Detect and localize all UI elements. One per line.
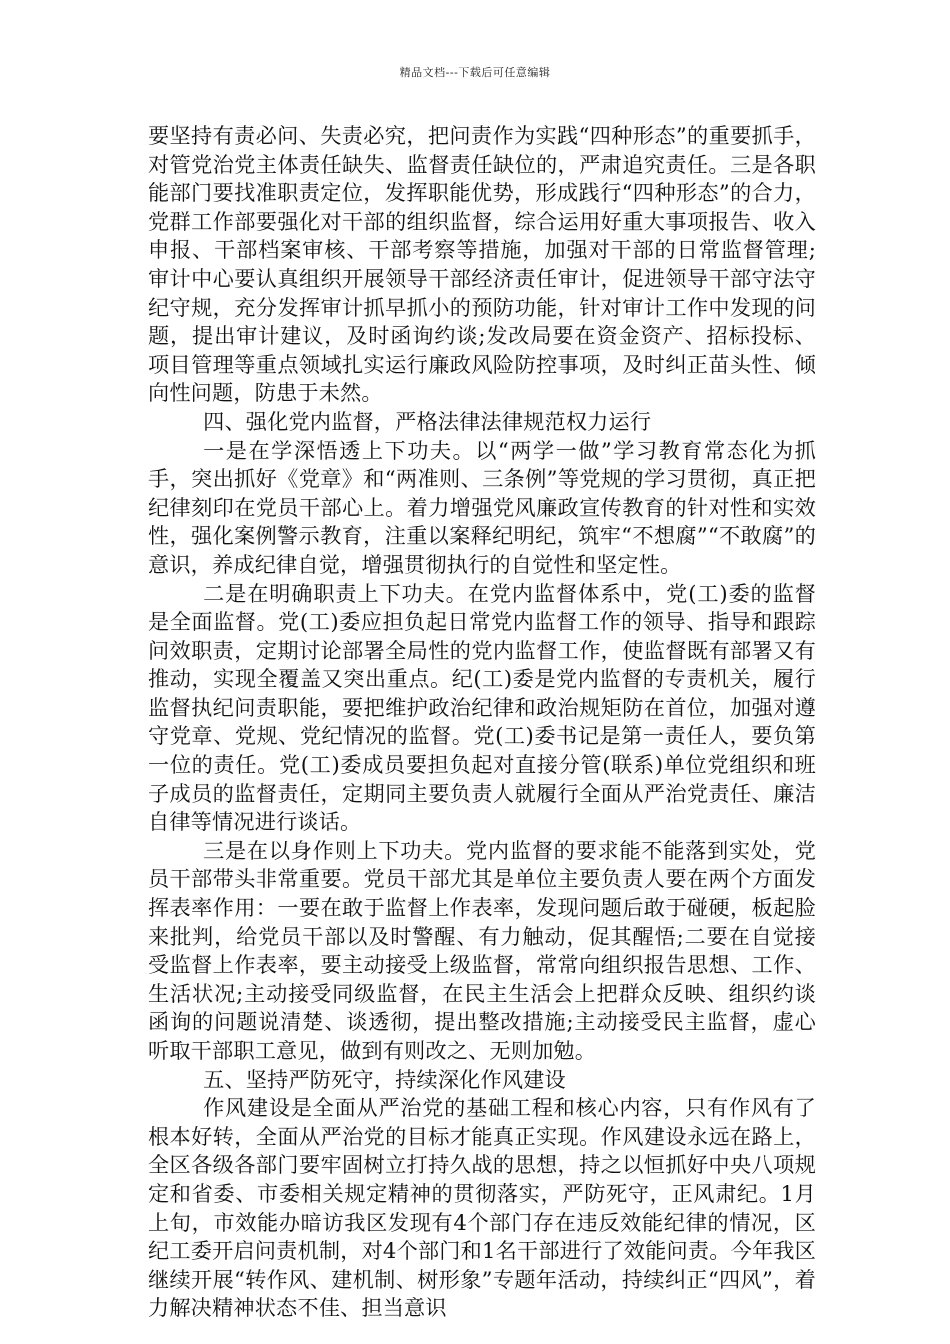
paragraph-study: 一是在学深悟透上下功夫。以“两学一做”学习教育常态化为抓手，突出抓好《党章》和“两准则、三条例”等党规的学习贯彻，真正把纪律刻印在党员干部心上。着力增强党风廉政宣传教育的针对性和实效性，强化案例警示教育，注重以案释纪明纪，筑牢“不想腐”“不敢腐”的意识，养成纪律自觉，增强贯彻执行的自觉性和坚定性。: [148, 437, 816, 577]
page-header: 精品文档---下载后可任意编辑: [399, 66, 551, 79]
paragraph-continued: 要坚持有责必问、失责必究，把问责作为实践“四种形态”的重要抓手，对管党治党主体责任缺失、监督责任缺位的，严肃追究责任。三是各职能部门要找准职责定位，发挥职能优势，形成践行“四种形态”的合力，党群工作部要强化对干部的组织监督，综合运用好重大事项报告、收入申报、干部档案审核、干部考察等措施，加强对干部的日常监督管理;审计中心要认真组织开展领导干部经济责任审计，促进领导干部守法守纪守规，充分发挥审计抓早抓小的预防功能，针对审计工作中发现的问题，提出审计建议，及时函询约谈;发改局要在资金资产、招标投标、项目管理等重点领域扎实运行廉政风险防控事项，及时纠正苗头性、倾向性问题，防患于未然。: [148, 123, 816, 406]
paragraph-duties: 二是在明确职责上下功夫。在党内监督体系中，党(工)委的监督是全面监督。党(工)委应担负起日常党内监督工作的领导、指导和跟踪问效职责，定期讨论部署全局性的党内监督工作，使监督既有部署又有推动，实现全覆盖又突出重点。纪(工)委是党内监督的专责机关，履行监督执纪问责职能，要把维护政治纪律和政治规矩防在首位，加强对遵守党章、党规、党纪情况的监督。党(工)委书记是第一责任人，要负第一位的责任。党(工)委成员要担负起对直接分管(联系)单位党组织和班子成员的监督责任，定期同主要负责人就履行全面从严治党责任、廉洁自律等情况进行谈话。: [148, 580, 816, 835]
paragraph-style: 作风建设是全面从严治党的基础工程和核心内容，只有作风有了根本好转，全面从严治党的目标才能真正实现。作风建设永远在路上，全区各级各部门要牢固树立打持久战的思想，持之以恒抓好中央八项规定和省委、市委相关规定精神的贯彻落实，严防死守，正风肃纪。1月上旬，市效能办暗访我区发现有4个部门存在违反效能纪律的情况，区纪工委开启问责机制，对4个部门和1名干部进行了效能问责。今年我区继续开展“转作风、建机制、树形象”专题年活动，持续纠正“四风”，着力解决精神状态不佳、担当意识: [148, 1095, 816, 1321]
section-heading-4: 四、强化党内监督，严格法律法律规范权力运行: [203, 408, 652, 434]
document-body: [148, 122, 816, 1323]
section-heading-5: 五、坚持严防死守，持续深化作风建设: [203, 1066, 566, 1092]
paragraph-example: 三是在以身作则上下功夫。党内监督的要求能不能落到实处，党员干部带头非常重要。党员干部尤其是单位主要负责人要在两个方面发挥表率作用：一要在敢于监督上作表率，发现问题后敢于碰硬，板起脸来批判，给党员干部以及时警醒、有力触动，促其醒悟;二要在自觉接受监督上作表率，要主动接受上级监督，常常向组织报告思想、工作、生活状况;主动接受同级监督，在民主生活会上把群众反映、组织约谈函询的问题说清楚、谈透彻，提出整改措施;主动接受民主监督，虚心听取干部职工意见，做到有则改之、无则加勉。: [148, 837, 816, 1063]
